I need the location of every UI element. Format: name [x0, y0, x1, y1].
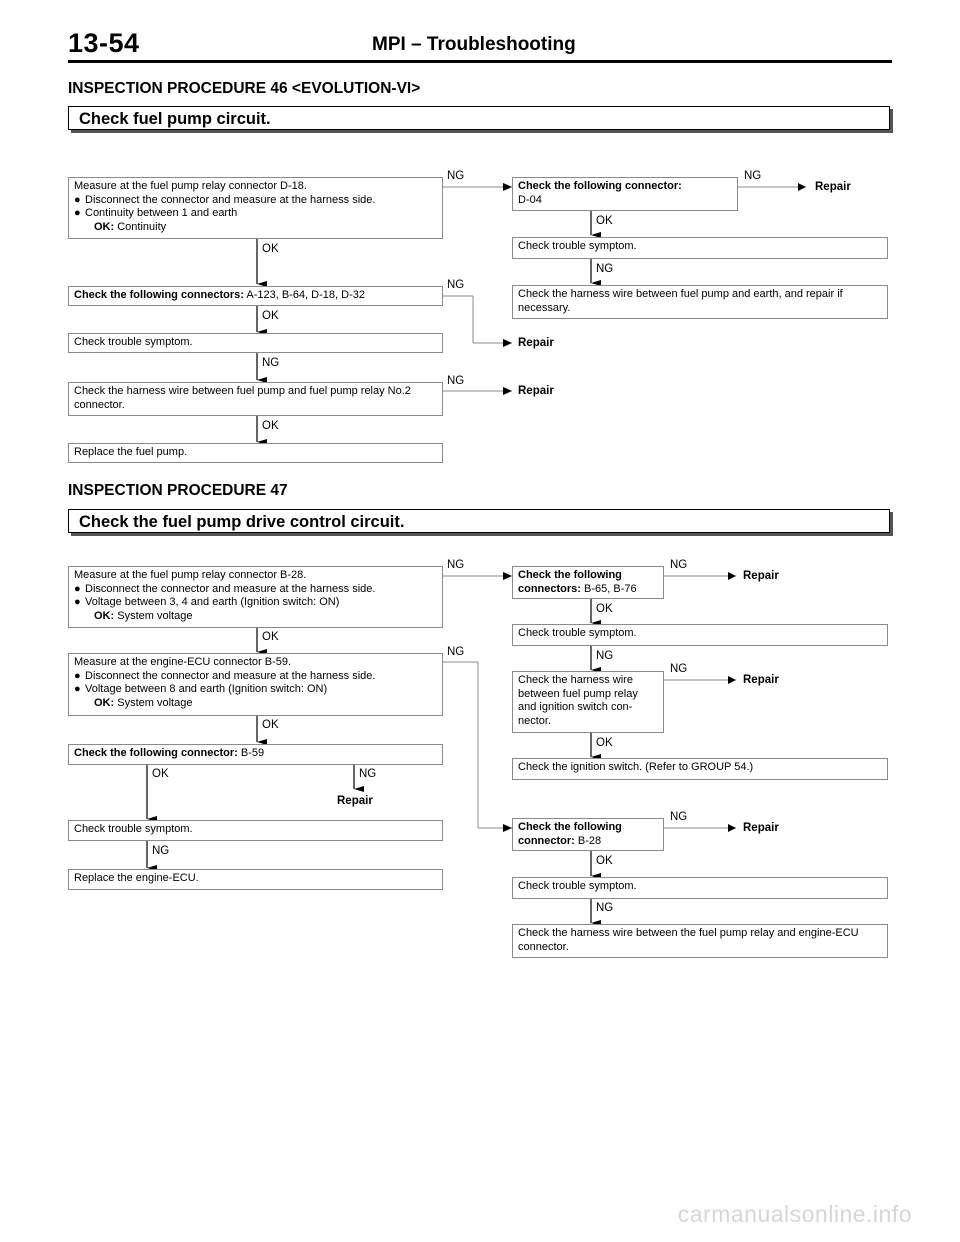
p47-harness-ecu-box: Check the harness wire between the fuel pump relay and engine-ECU connector.	[512, 924, 888, 958]
p46-ok-label: OK	[262, 310, 279, 322]
p46-check-connector-d04-box	[512, 177, 738, 211]
p46-ok-label: OK	[596, 215, 613, 227]
p47-ng-label: NG	[359, 768, 377, 780]
p47-measure2-bullet-1: ● Disconnect the connector and measure at the harness side.	[74, 669, 376, 682]
p46-repair-label: Repair	[518, 385, 554, 397]
procedure-46-title-box: Check fuel pump circuit.	[68, 106, 890, 130]
procedure-46-heading: INSPECTION PROCEDURE 46 <EVOLUTION-VI>	[68, 80, 421, 97]
p47-b28-value: connector: B-28	[518, 834, 602, 847]
p46-d04-bold-label: Check the following connector:	[518, 180, 682, 192]
p47-repair-label: Repair	[337, 795, 373, 807]
p47-ok-label: OK	[262, 631, 279, 643]
p46-harness-relay-box: Check the harness wire between fuel pump and fuel pump relay No.2 connector.	[68, 382, 443, 416]
p47-ng-label: NG	[447, 646, 465, 658]
p47-measure-ecu-b59-box	[68, 653, 443, 716]
p46-ng-label: NG	[744, 170, 762, 182]
p47-b65-value: connectors: B-65, B-76	[518, 582, 637, 595]
p46-measure-relay-d18-box	[68, 177, 443, 239]
page-title: MPI – Troubleshooting	[372, 34, 576, 55]
p47-check-connector-b28-box	[512, 818, 664, 851]
p46-ok-label: OK	[262, 243, 279, 255]
p47-check-ignition-switch-box: Check the ignition switch. (Refer to GROUP 54.)	[512, 758, 888, 780]
procedure-47-heading: INSPECTION PROCEDURE 47	[68, 482, 288, 499]
p47-check-trouble-r1-box: Check trouble symptom.	[512, 624, 888, 646]
p47-ng-label: NG	[596, 650, 614, 662]
p47-repair-label: Repair	[743, 674, 779, 686]
p47-measure1-bullet-1: ● Disconnect the connector and measure at the harness side.	[74, 582, 376, 595]
p46-ng-label: NG	[447, 279, 465, 291]
p47-measure2-line: Measure at the engine-ECU connector B-59.	[74, 656, 292, 668]
p46-check-trouble-right-box: Check trouble symptom.	[512, 237, 888, 259]
p47-repair-label: Repair	[743, 822, 779, 834]
p46-ng-label: NG	[447, 375, 465, 387]
p47-harness-ign-line: and ignition switch con-	[518, 701, 633, 714]
p47-harness-ign-line: Check the harness wire	[518, 674, 633, 686]
p47-repair-label: Repair	[743, 570, 779, 582]
p47-ok-label: OK	[596, 603, 613, 615]
p47-measure2-ok: OK: System voltage	[94, 696, 193, 709]
p47-check-trouble-left-box: Check trouble symptom.	[68, 820, 443, 841]
p47-measure1-ok: OK: System voltage	[94, 609, 193, 622]
p47-harness-ign-line: nector.	[518, 714, 552, 727]
p46-measure-bullet-1: ● Disconnect the connector and measure at the harness side.	[74, 193, 376, 206]
p47-ok-label: OK	[152, 768, 169, 780]
p47-ng-label: NG	[152, 845, 170, 857]
p46-ng-label: NG	[262, 357, 280, 369]
p47-measure2-bullet-2: ● Voltage between 8 and earth (Ignition switch: ON)	[74, 683, 328, 696]
p47-b65-bold-label: Check the following	[518, 569, 622, 581]
page-number: 13-54	[68, 28, 140, 58]
p46-repair-label: Repair	[518, 337, 554, 349]
p46-measure-line: Measure at the fuel pump relay connector D-18.	[74, 180, 307, 192]
p47-check-connector-b59-box: Check the following connector: B-59	[68, 744, 443, 765]
p47-ok-label: OK	[596, 855, 613, 867]
p47-replace-ecu-box: Replace the engine-ECU.	[68, 869, 443, 890]
p47-ok-label: OK	[262, 719, 279, 731]
p47-check-connectors-b65-box	[512, 566, 664, 599]
p47-ng-label: NG	[670, 811, 688, 823]
p47-measure1-line: Measure at the fuel pump relay connector B-28.	[74, 569, 307, 581]
p47-ng-label: NG	[447, 559, 465, 571]
p47-measure1-bullet-2: ● Voltage between 3, 4 and earth (Ignition switch: ON)	[74, 596, 340, 609]
p47-harness-ignition-box	[512, 671, 664, 733]
p46-ng-label: NG	[596, 263, 614, 275]
p46-measure-ok: OK: Continuity	[94, 220, 167, 233]
p46-measure-bullet-2: ● Continuity between 1 and earth	[74, 207, 238, 220]
p46-replace-fuel-pump-box: Replace the fuel pump.	[68, 443, 443, 463]
p47-harness-ign-line: between fuel pump relay	[518, 687, 638, 700]
p47-ng-label: NG	[596, 902, 614, 914]
procedure-47-title-box: Check the fuel pump drive control circuit.	[68, 509, 890, 533]
p46-check-trouble-left-box: Check trouble symptom.	[68, 333, 443, 353]
p47-ng-label: NG	[670, 663, 688, 675]
watermark: carmanualsonline.info	[677, 1201, 912, 1227]
p47-ok-label: OK	[596, 737, 613, 749]
p46-d04-value: D-04	[518, 193, 542, 206]
p47-b28-bold-label: Check the following	[518, 821, 622, 833]
p46-check-connectors-box: Check the following connectors: A-123, B-64, D-18, D-32	[68, 286, 443, 306]
p47-ng-label: NG	[670, 559, 688, 571]
p47-check-trouble-r2-box: Check trouble symptom.	[512, 877, 888, 899]
p46-ok-label: OK	[262, 420, 279, 432]
p47-measure-relay-b28-box	[68, 566, 443, 628]
p46-repair-label: Repair	[815, 181, 851, 193]
p46-harness-earth-box: Check the harness wire between fuel pump and earth, and repair if necessary.	[512, 285, 888, 319]
p46-ng-label: NG	[447, 170, 465, 182]
